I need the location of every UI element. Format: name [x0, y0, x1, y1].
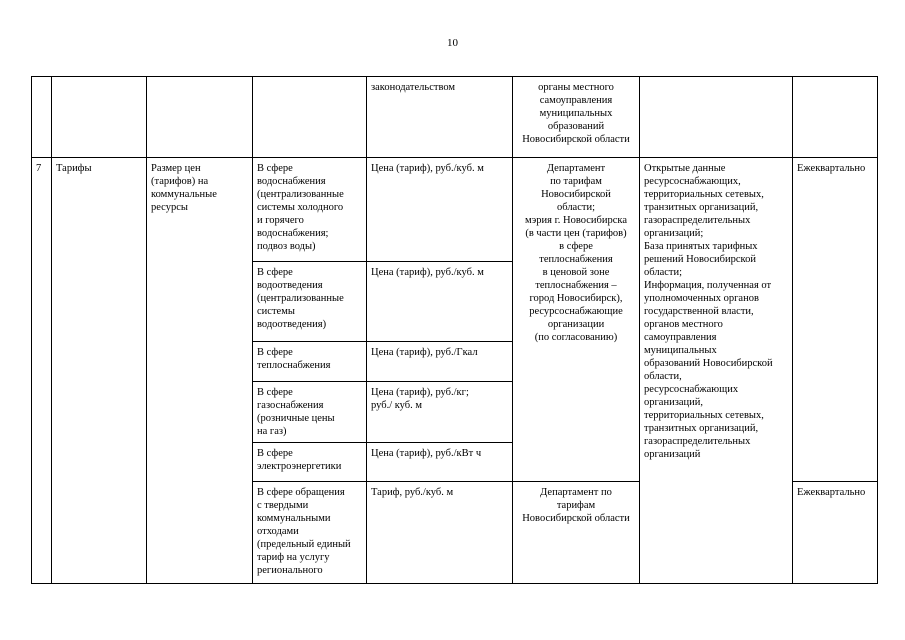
authority-cell — [513, 77, 640, 158]
text-line: Новосибирской области — [522, 134, 630, 145]
text-line: решений Новосибирской — [644, 254, 756, 265]
text-line: уполномоченных органов — [644, 293, 759, 304]
text-line: газораспределительных — [644, 215, 751, 226]
text-line: области, — [644, 371, 682, 382]
frequency-cell — [793, 158, 878, 482]
text-line: В сфере обращения — [257, 487, 345, 498]
text-line: В сфере — [257, 267, 293, 278]
unit-cell — [367, 482, 513, 584]
text-line: организаций, — [644, 397, 703, 408]
frequency-text: Ежеквартально — [797, 163, 866, 174]
text-line: город Новосибирск), — [529, 293, 623, 304]
text-line: водоотведения — [257, 280, 323, 291]
unit-cell — [367, 443, 513, 482]
topic-text: Тарифы — [56, 163, 92, 174]
row-number-cell — [32, 158, 52, 584]
text-line: (предельный единый — [257, 539, 351, 550]
legislation-cell — [367, 77, 513, 158]
cell-empty — [32, 77, 52, 158]
text-line: База принятых тарифных — [644, 241, 758, 252]
cell-empty — [793, 77, 878, 158]
text-line: Тариф, руб./куб. м — [371, 487, 454, 498]
authority-cell — [513, 158, 640, 482]
text-line: подвоз воды) — [257, 241, 316, 252]
text-line: ресурсоснабжающих — [644, 384, 739, 395]
text-line: коммунальные — [151, 189, 217, 200]
text-line: (по согласованию) — [534, 332, 618, 343]
text-line: теплоснабжения — [257, 360, 331, 371]
text-line: (тарифов) на — [151, 176, 209, 187]
text-line: системы — [257, 306, 295, 317]
text-line: по тарифам — [550, 176, 602, 187]
text-line: организации — [547, 319, 605, 330]
sphere-cell — [253, 158, 367, 262]
source-cell — [640, 158, 793, 584]
text-line: коммунальными — [257, 513, 331, 524]
text-line: Цена (тариф), руб./Гкал — [371, 347, 478, 358]
text-line: Информация, полученная от — [644, 280, 772, 291]
text-line: мэрия г. Новосибирска — [525, 215, 627, 226]
text-line: территориальных сетевых, — [644, 410, 764, 421]
text-line: электроэнергетики — [257, 461, 342, 472]
text-line: (централизованные — [257, 293, 344, 304]
text-line: Департамент — [546, 163, 606, 174]
indicators-table — [31, 76, 878, 584]
text-line: (розничные цены — [257, 413, 335, 424]
text-line: В сфере — [257, 347, 293, 358]
text-line: теплоснабжения — [539, 254, 613, 265]
text-line: ресурсы — [151, 202, 188, 213]
text-line: Новосибирской области — [522, 513, 630, 524]
text-line: органы местного — [538, 82, 614, 93]
sphere-cell — [253, 443, 367, 482]
text-line: территориальных сетевых, — [644, 189, 764, 200]
text-line: Открытые данные — [644, 163, 726, 174]
text-line: В сфере — [257, 387, 293, 398]
text-line: водоснабжения; — [257, 228, 329, 239]
text-line: образований Новосибирской — [644, 358, 773, 369]
sphere-cell — [253, 262, 367, 342]
text-line: теплоснабжения – — [535, 280, 617, 291]
legislation-text: законодательством — [371, 82, 456, 93]
text-line: Новосибирской — [541, 189, 611, 200]
text-line: органов местного — [644, 319, 723, 330]
cell-empty — [52, 77, 147, 158]
text-line: в ценовой зоне — [542, 267, 610, 278]
text-line: системы холодного — [257, 202, 344, 213]
text-line: Департамент по — [540, 487, 612, 498]
authority-cell — [513, 482, 640, 584]
sphere-cell — [253, 342, 367, 382]
text-line: организаций — [644, 449, 701, 460]
frequency-cell — [793, 482, 878, 584]
text-line: Цена (тариф), руб./куб. м — [371, 163, 484, 174]
text-line: транзитных организаций, — [644, 423, 759, 434]
text-line: государственной власти, — [644, 306, 754, 317]
text-line: Цена (тариф), руб./куб. м — [371, 267, 484, 278]
text-line: водоснабжения — [257, 176, 326, 187]
text-line: области; — [644, 267, 683, 278]
text-line: Цена (тариф), руб./кВт ч — [371, 448, 482, 459]
sphere-cell — [253, 482, 367, 584]
unit-cell — [367, 158, 513, 262]
text-line: руб./ куб. м — [371, 400, 423, 411]
text-line: на газ) — [257, 426, 287, 437]
text-line: Цена (тариф), руб./кг; — [371, 387, 469, 398]
sphere-cell — [253, 382, 367, 443]
text-line: газораспределительных — [644, 436, 751, 447]
text-line: отходами — [257, 526, 299, 537]
text-line: организаций; — [644, 228, 704, 239]
cell-empty — [640, 77, 793, 158]
text-line: с твердыми — [257, 500, 309, 511]
text-line: регионального — [257, 565, 323, 576]
unit-cell — [367, 342, 513, 382]
text-line: и горячего — [257, 215, 304, 226]
text-line: В сфере — [257, 163, 293, 174]
cell-empty — [147, 77, 253, 158]
page-number: 10 — [447, 37, 458, 49]
unit-cell — [367, 262, 513, 342]
text-line: газоснабжения — [257, 400, 324, 411]
text-line: образований — [547, 121, 605, 132]
text-line: ресурсоснабжающие — [529, 306, 623, 317]
text-line: (в части цен (тарифов) — [525, 228, 627, 239]
indicator-cell — [147, 158, 253, 584]
text-line: транзитных организаций, — [644, 202, 759, 213]
row-number: 7 — [36, 163, 42, 174]
text-line: области; — [556, 202, 596, 213]
cell-empty — [253, 77, 367, 158]
text-line: муниципальных — [644, 345, 717, 356]
text-line: Размер цен — [151, 163, 201, 174]
text-line: (централизованные — [257, 189, 344, 200]
text-line: самоуправления — [644, 332, 717, 343]
table-row-continuation — [32, 77, 878, 158]
text-line: В сфере — [257, 448, 293, 459]
text-line: ресурсоснабжающих, — [644, 176, 741, 187]
text-line: в сфере — [559, 241, 593, 252]
text-line: водоотведения) — [257, 319, 327, 330]
table-row-tariffs — [32, 158, 878, 262]
text-line: тарифам — [556, 500, 596, 511]
topic-cell — [52, 158, 147, 584]
unit-cell — [367, 382, 513, 443]
text-line: муниципальных — [539, 108, 613, 119]
frequency-text: Ежеквартально — [797, 487, 866, 498]
text-line: тариф на услугу — [257, 552, 330, 563]
text-line: самоуправления — [539, 95, 613, 106]
